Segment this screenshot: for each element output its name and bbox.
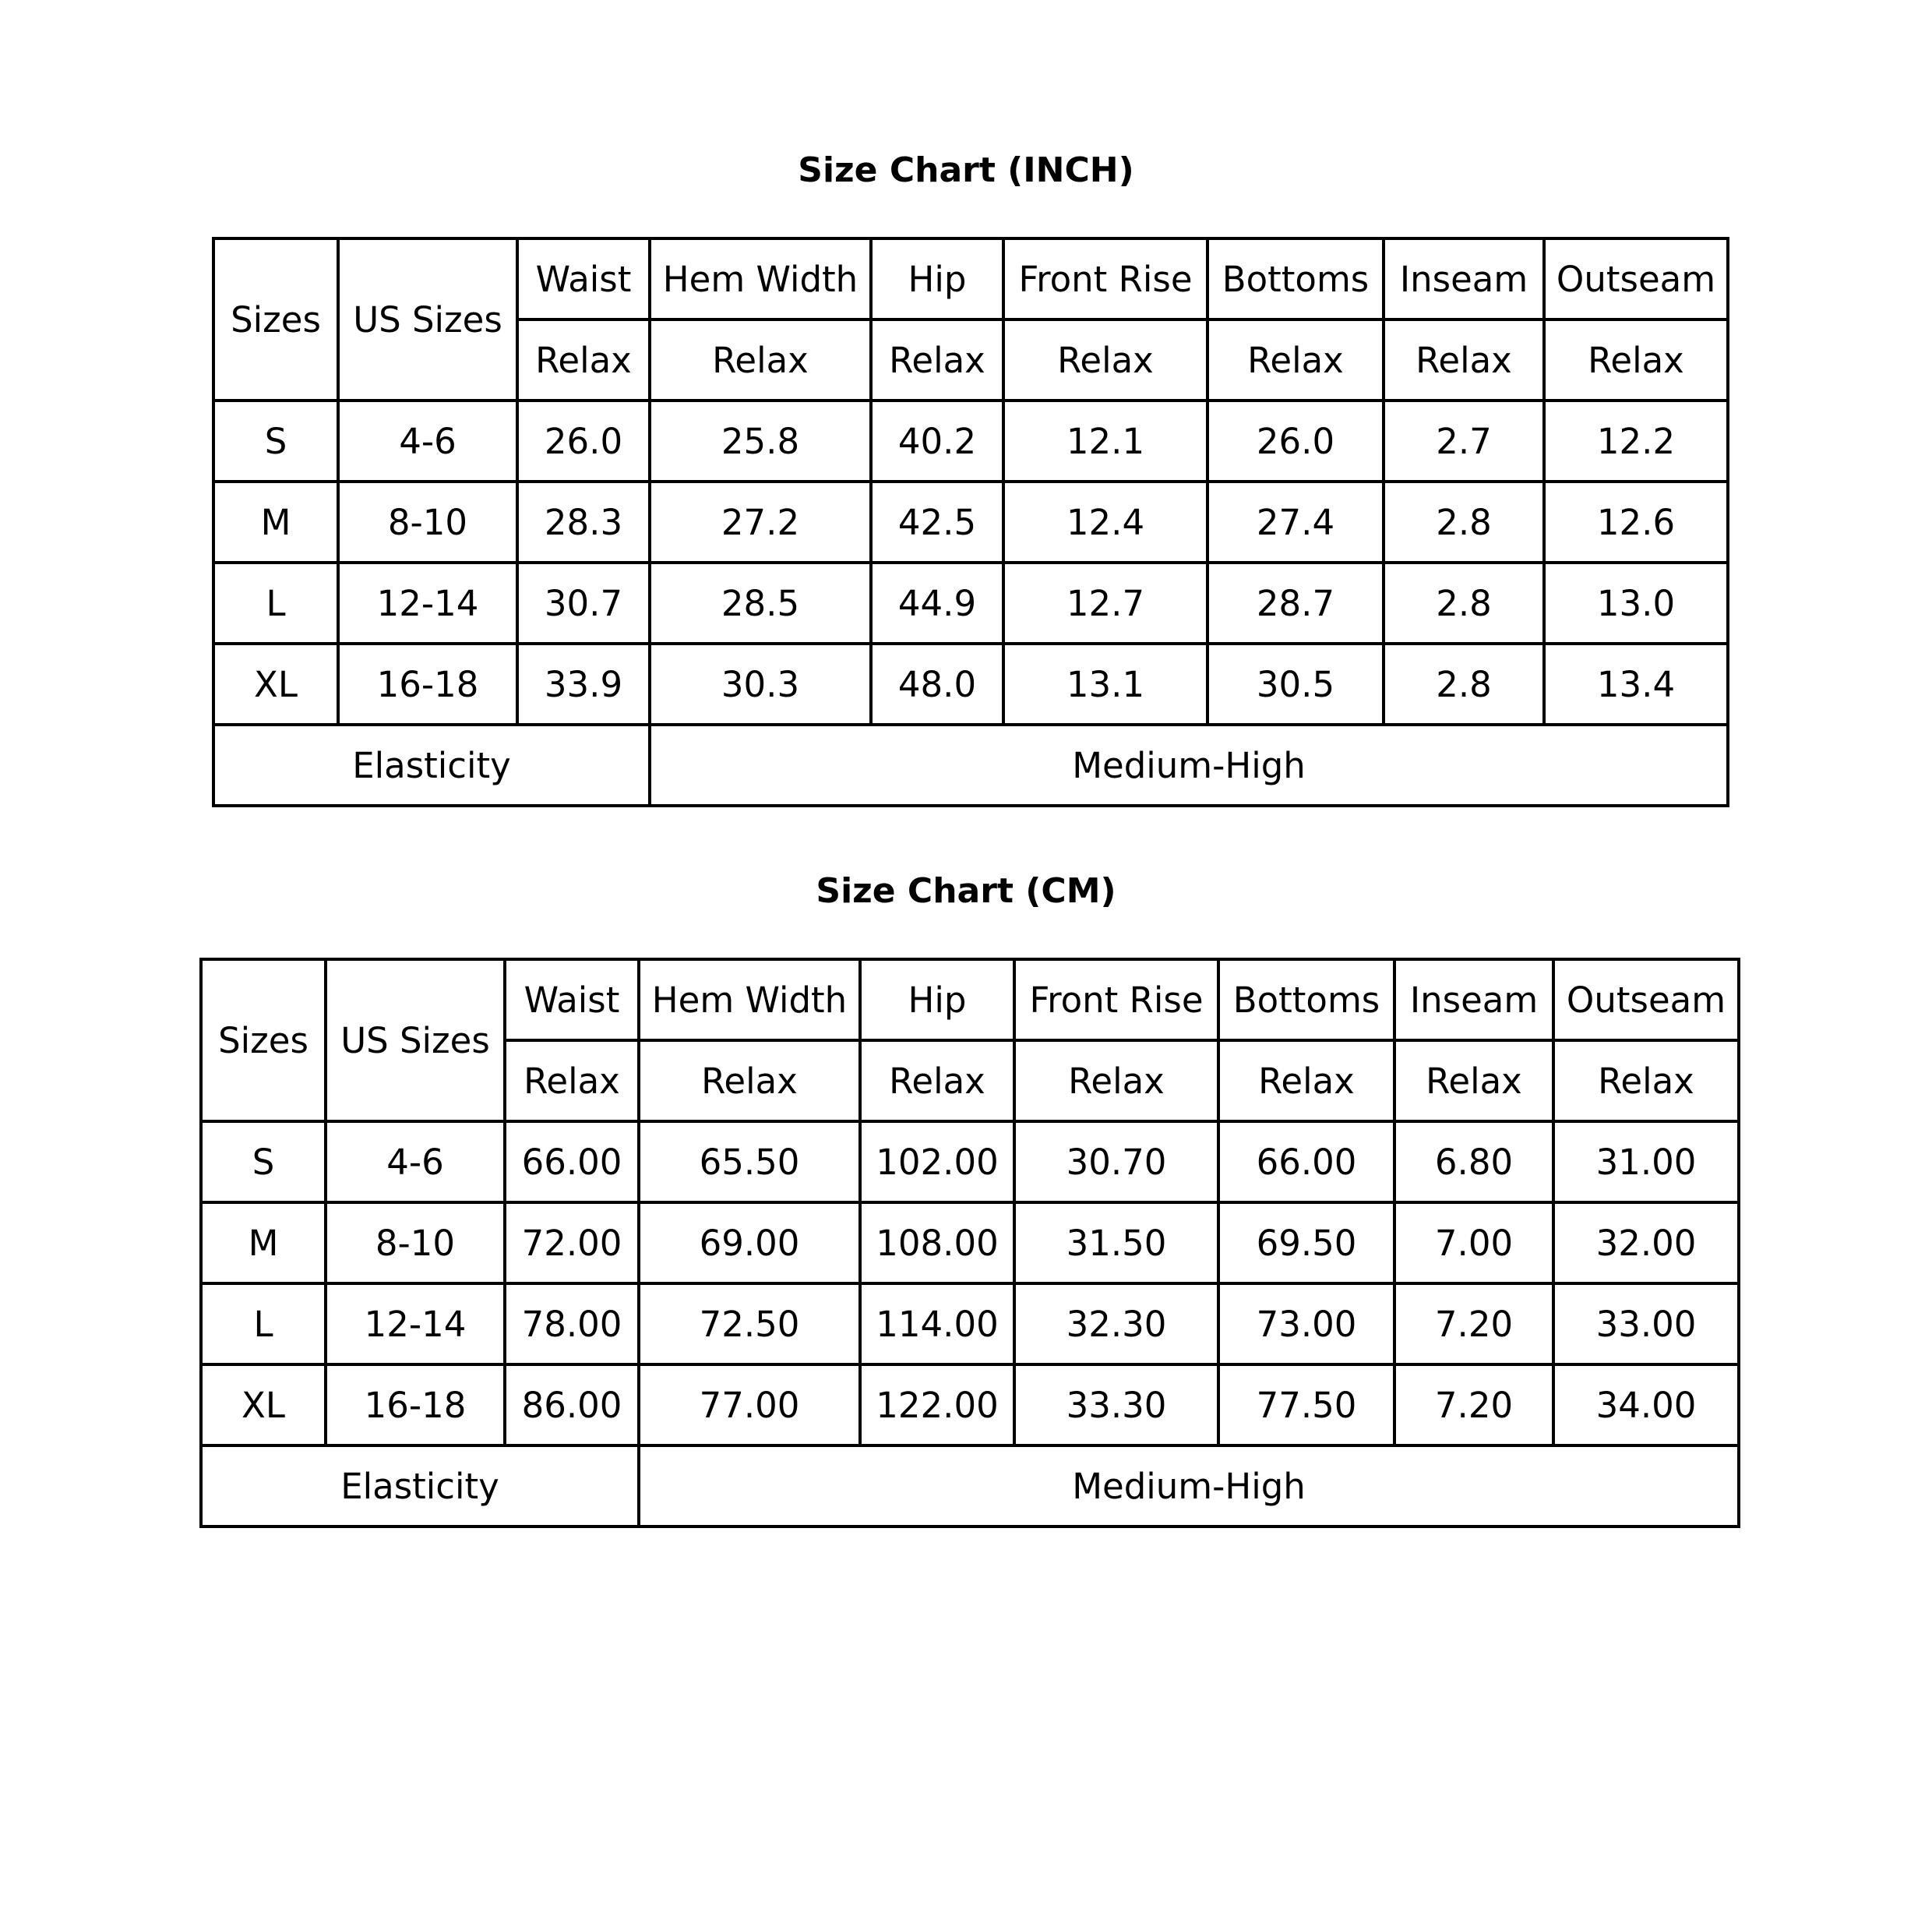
- table-row: [213, 482, 1728, 563]
- bottoms-cell: 69.50: [1218, 1202, 1394, 1283]
- waist-cell: 33.9: [517, 644, 650, 725]
- size-cell: M: [213, 482, 338, 563]
- outseam-cell: 33.00: [1553, 1283, 1739, 1364]
- header-inseam: Inseam: [1394, 959, 1553, 1040]
- fit-cell: Relax: [871, 319, 1003, 401]
- size-cell: M: [201, 1202, 326, 1283]
- header-sizes: Sizes: [213, 238, 338, 401]
- header-hip: Hip: [871, 238, 1003, 319]
- header-sizes: Sizes: [201, 959, 326, 1121]
- fit-cell: Relax: [517, 319, 650, 401]
- fit-cell: Relax: [860, 1040, 1014, 1121]
- bottoms-cell: 66.00: [1218, 1121, 1394, 1202]
- fit-cell: Relax: [650, 319, 871, 401]
- size-cell: XL: [213, 644, 338, 725]
- size-cell: L: [201, 1283, 326, 1364]
- header-waist: Waist: [505, 959, 639, 1040]
- header-hem-width: Hem Width: [639, 959, 860, 1040]
- size-cell: XL: [201, 1364, 326, 1445]
- waist-cell: 28.3: [517, 482, 650, 563]
- hip-cell: 108.00: [860, 1202, 1014, 1283]
- bottoms-cell: 26.0: [1208, 401, 1384, 482]
- inseam-cell: 7.20: [1394, 1364, 1553, 1445]
- size-cell: S: [213, 401, 338, 482]
- outseam-cell: 13.4: [1544, 644, 1728, 725]
- outseam-cell: 12.2: [1544, 401, 1728, 482]
- front-rise-cell: 12.1: [1003, 401, 1208, 482]
- outseam-cell: 34.00: [1553, 1364, 1739, 1445]
- bottoms-cell: 27.4: [1208, 482, 1384, 563]
- header-us-sizes: US Sizes: [326, 959, 505, 1121]
- fit-cell: Relax: [1218, 1040, 1394, 1121]
- front-rise-cell: 12.4: [1003, 482, 1208, 563]
- inseam-cell: 2.7: [1384, 401, 1544, 482]
- hem-width-cell: 77.00: [639, 1364, 860, 1445]
- table-row: [201, 1121, 1739, 1202]
- waist-cell: 30.7: [517, 563, 650, 644]
- header-front-rise: Front Rise: [1003, 238, 1208, 319]
- us-size-cell: 4-6: [326, 1121, 505, 1202]
- hip-cell: 44.9: [871, 563, 1003, 644]
- us-size-cell: 8-10: [326, 1202, 505, 1283]
- size-chart-inch-title: Size Chart (INCH): [798, 150, 1134, 190]
- header-row: [213, 238, 1728, 319]
- hip-cell: 122.00: [860, 1364, 1014, 1445]
- bottoms-cell: 30.5: [1208, 644, 1384, 725]
- fit-cell: Relax: [505, 1040, 639, 1121]
- front-rise-cell: 12.7: [1003, 563, 1208, 644]
- header-bottoms: Bottoms: [1208, 238, 1384, 319]
- header-outseam: Outseam: [1553, 959, 1739, 1040]
- waist-cell: 66.00: [505, 1121, 639, 1202]
- bottoms-cell: 28.7: [1208, 563, 1384, 644]
- inseam-cell: 6.80: [1394, 1121, 1553, 1202]
- header-hem-width: Hem Width: [650, 238, 871, 319]
- front-rise-cell: 32.30: [1014, 1283, 1218, 1364]
- footer-row: [213, 725, 1728, 806]
- outseam-cell: 31.00: [1553, 1121, 1739, 1202]
- elasticity-value: Medium-High: [650, 725, 1728, 806]
- hem-width-cell: 25.8: [650, 401, 871, 482]
- inseam-cell: 2.8: [1384, 482, 1544, 563]
- front-rise-cell: 30.70: [1014, 1121, 1218, 1202]
- waist-cell: 26.0: [517, 401, 650, 482]
- size-chart-cm-title: Size Chart (CM): [816, 871, 1116, 911]
- table-row: [213, 563, 1728, 644]
- outseam-cell: 32.00: [1553, 1202, 1739, 1283]
- hem-width-cell: 30.3: [650, 644, 871, 725]
- fit-cell: Relax: [1014, 1040, 1218, 1121]
- table-row: [201, 1202, 1739, 1283]
- header-inseam: Inseam: [1384, 238, 1544, 319]
- hip-cell: 114.00: [860, 1283, 1014, 1364]
- outseam-cell: 13.0: [1544, 563, 1728, 644]
- header-row: [201, 959, 1739, 1040]
- inseam-cell: 2.8: [1384, 644, 1544, 725]
- fit-cell: Relax: [1003, 319, 1208, 401]
- fit-cell: Relax: [1208, 319, 1384, 401]
- fit-cell: Relax: [1384, 319, 1544, 401]
- hip-cell: 42.5: [871, 482, 1003, 563]
- fit-cell: Relax: [1394, 1040, 1553, 1121]
- table-row: [201, 1283, 1739, 1364]
- bottoms-cell: 73.00: [1218, 1283, 1394, 1364]
- fit-cell: Relax: [1553, 1040, 1739, 1121]
- front-rise-cell: 33.30: [1014, 1364, 1218, 1445]
- size-cell: S: [201, 1121, 326, 1202]
- footer-row: [201, 1445, 1739, 1527]
- fit-cell: Relax: [639, 1040, 860, 1121]
- front-rise-cell: 13.1: [1003, 644, 1208, 725]
- size-chart-cm-table: [199, 958, 1740, 1528]
- elasticity-value: Medium-High: [639, 1445, 1739, 1527]
- hip-cell: 48.0: [871, 644, 1003, 725]
- hem-width-cell: 65.50: [639, 1121, 860, 1202]
- table-row: [213, 401, 1728, 482]
- hem-width-cell: 72.50: [639, 1283, 860, 1364]
- us-size-cell: 16-18: [338, 644, 517, 725]
- us-size-cell: 16-18: [326, 1364, 505, 1445]
- us-size-cell: 12-14: [326, 1283, 505, 1364]
- header-front-rise: Front Rise: [1014, 959, 1218, 1040]
- hem-width-cell: 69.00: [639, 1202, 860, 1283]
- header-bottoms: Bottoms: [1218, 959, 1394, 1040]
- table-row: [213, 644, 1728, 725]
- hem-width-cell: 28.5: [650, 563, 871, 644]
- hip-cell: 102.00: [860, 1121, 1014, 1202]
- waist-cell: 78.00: [505, 1283, 639, 1364]
- inseam-cell: 2.8: [1384, 563, 1544, 644]
- fit-cell: Relax: [1544, 319, 1728, 401]
- elasticity-label: Elasticity: [201, 1445, 639, 1527]
- table-row: [201, 1364, 1739, 1445]
- header-hip: Hip: [860, 959, 1014, 1040]
- hem-width-cell: 27.2: [650, 482, 871, 563]
- size-chart-inch-table: [212, 237, 1729, 807]
- us-size-cell: 4-6: [338, 401, 517, 482]
- inseam-cell: 7.00: [1394, 1202, 1553, 1283]
- hip-cell: 40.2: [871, 401, 1003, 482]
- waist-cell: 72.00: [505, 1202, 639, 1283]
- waist-cell: 86.00: [505, 1364, 639, 1445]
- us-size-cell: 8-10: [338, 482, 517, 563]
- inseam-cell: 7.20: [1394, 1283, 1553, 1364]
- header-waist: Waist: [517, 238, 650, 319]
- bottoms-cell: 77.50: [1218, 1364, 1394, 1445]
- outseam-cell: 12.6: [1544, 482, 1728, 563]
- elasticity-label: Elasticity: [213, 725, 650, 806]
- header-outseam: Outseam: [1544, 238, 1728, 319]
- size-cell: L: [213, 563, 338, 644]
- front-rise-cell: 31.50: [1014, 1202, 1218, 1283]
- header-us-sizes: US Sizes: [338, 238, 517, 401]
- us-size-cell: 12-14: [338, 563, 517, 644]
